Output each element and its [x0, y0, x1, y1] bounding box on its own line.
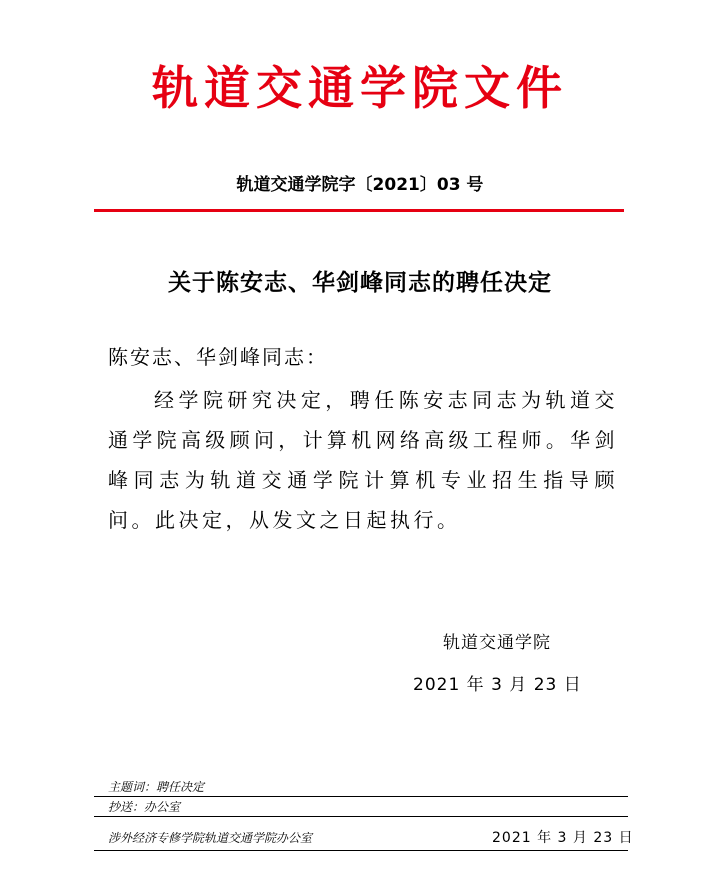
header-red-divider [94, 209, 624, 212]
document-heading: 关于陈安志、华剑峰同志的聘任决定 [168, 270, 552, 296]
signature-organization: 轨道交通学院 [443, 633, 551, 653]
signature-date: 2021 年 3 月 23 日 [413, 675, 582, 695]
footer-divider-2 [94, 816, 628, 817]
footer-issuer: 涉外经济专修学院轨道交通学院办公室 [108, 831, 313, 845]
document-header-title: 轨道交通学院文件 [152, 61, 568, 115]
document-body: 经学院研究决定，聘任陈安志同志为轨道交通学院高级顾问，计算机网络高级工程师。华剑峰同志为轨道交通学院计算机专业招生指导顾问。此决定，从发文之日起执行。 [108, 388, 618, 532]
salutation: 陈安志、华剑峰同志： [108, 345, 328, 369]
footer-cc: 抄送：办公室 [108, 800, 181, 814]
document-number: 轨道交通学院字〔2021〕03 号 [236, 175, 484, 195]
footer-divider-1 [94, 796, 628, 797]
footer-keywords: 主题词：聘任决定 [108, 780, 205, 794]
footer-divider-3 [94, 850, 628, 851]
footer-issue-date: 2021 年 3 月 23 日 [492, 830, 634, 846]
